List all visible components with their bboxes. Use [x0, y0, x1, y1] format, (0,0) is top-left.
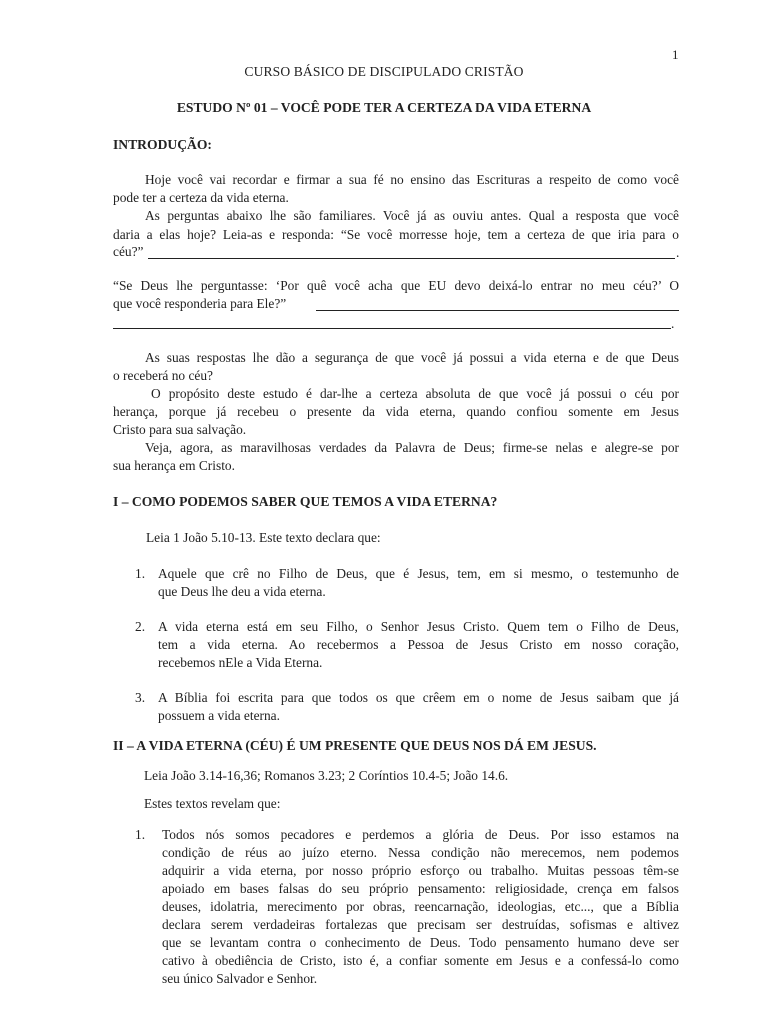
section2-item1-line2: condição de réus ao juízo eterno. Nessa condição não merecemos, nem podemos — [162, 845, 679, 860]
intro-p1-line2: pode ter a certeza da vida eterna. — [113, 190, 289, 205]
section1-item2-line2: tem a vida eterna. Ao recebermos a Pessoa de Jesus Cristo em nosso coração, — [158, 637, 679, 652]
section1-item2-line3: recebemos nEle a Vida Eterna. — [158, 655, 323, 670]
section1-heading: I – COMO PODEMOS SABER QUE TEMOS A VIDA ETERNA? — [113, 494, 498, 509]
intro-p4-line1: As suas respostas lhe dão a segurança de que você já possui a vida eterna e de que Deus — [145, 350, 679, 365]
section1-item1-line1: Aquele que crê no Filho de Deus, que é Jesus, tem, em si mesmo, o testemunho de — [158, 566, 679, 581]
intro-p5-line2: herança, porque já recebeu o presente da vida eterna, quando confiou somente em Jesus — [113, 404, 679, 419]
page-number: 1 — [672, 47, 679, 62]
intro-p4-line2: o receberá no céu? — [113, 368, 213, 383]
answer-line-2a — [316, 310, 679, 311]
section2-item1-line3: adquirir a vida eterna, por nosso próprio esforço ou trabalho. Muitas pessoas têm-se — [162, 863, 679, 878]
section2-item1-line6: declara serem verdadeiras fortalezas que precisam ser destruídas, sofismas e altivez — [162, 917, 679, 932]
intro-p6-line2: sua herança em Cristo. — [113, 458, 235, 473]
section1-item3-line1: A Bíblia foi escrita para que todos os que crêem em o nome de Jesus saibam que já — [158, 690, 679, 705]
intro-p5-line1: O propósito deste estudo é dar-lhe a certeza absoluta de que você já possui o céu por — [151, 386, 679, 401]
section1-item1-line2: que Deus lhe deu a vida eterna. — [158, 584, 326, 599]
intro-p2-line1: As perguntas abaixo lhe são familiares. Você já as ouviu antes. Qual a resposta que você — [145, 208, 679, 223]
section2-item1-line1: Todos nós somos pecadores e perdemos a glória de Deus. Por isso estamos na — [162, 827, 679, 842]
answer-line-1 — [148, 258, 675, 259]
section2-item1-line5: deuses, idolatria, merecimento por obras, reencarnação, ideologias, etc..., que a Bíblia — [162, 899, 679, 914]
section2-item1-line9: seu único Salvador e Senhor. — [162, 971, 318, 986]
section1-item3-number: 3. — [135, 690, 146, 705]
section2-heading: II – A VIDA ETERNA (CÉU) É UM PRESENTE QUE DEUS NOS DÁ EM JESUS. — [113, 738, 597, 753]
section1-lead: Leia 1 João 5.10-13. Este texto declara que: — [146, 530, 381, 545]
intro-p2-line3: céu?” — [113, 244, 144, 259]
answer-line-2b — [113, 328, 671, 329]
section2-item1-number: 1. — [135, 827, 146, 842]
intro-heading: INTRODUÇÃO: — [113, 137, 212, 152]
intro-p2-line2: daria a elas hoje? Leia-as e responda: “Se você morresse hoje, tem a certeza de que iria para o — [113, 227, 679, 242]
intro-p3-line2: que você responderia para Ele?” — [113, 296, 287, 311]
answer-line-2-period: . — [671, 316, 675, 331]
intro-p5-line3: Cristo para sua salvação. — [113, 422, 247, 437]
section1-item1-number: 1. — [135, 566, 146, 581]
course-title: CURSO BÁSICO DE DISCIPULADO CRISTÃO — [244, 64, 524, 79]
section2-lead2: Estes textos revelam que: — [144, 796, 281, 811]
section1-item3-line2: possuem a vida eterna. — [158, 708, 280, 723]
section1-item2-number: 2. — [135, 619, 146, 634]
section2-item1-line4: apoiado em bases falsas do seu próprio pensamento: religiosidade, crença em falsos — [162, 881, 679, 896]
section1-item2-line1: A vida eterna está em seu Filho, o Senhor Jesus Cristo. Quem tem o Filho de Deus, — [158, 619, 679, 634]
section2-item1-line8: cativo à obediência de Cristo, isto é, a confiar somente em Jesus e a confessá-lo como — [162, 953, 679, 968]
section2-item1-line7: que se levantam contra o conhecimento de Deus. Todo pensamento humano deve ser — [162, 935, 679, 950]
intro-p6-line1: Veja, agora, as maravilhosas verdades da Palavra de Deus; firme-se nelas e alegre-se por — [145, 440, 679, 455]
intro-p1-line1: Hoje você vai recordar e firmar a sua fé no ensino das Escrituras a respeito de como você — [145, 172, 679, 187]
answer-line-1-period: . — [676, 245, 680, 260]
study-title: ESTUDO Nº 01 – VOCÊ PODE TER A CERTEZA DA VIDA ETERNA — [176, 100, 592, 115]
section2-lead: Leia João 3.14-16,36; Romanos 3.23; 2 Coríntios 10.4-5; João 14.6. — [144, 768, 509, 783]
intro-p3-line1: “Se Deus lhe perguntasse: ‘Por quê você acha que EU devo deixá-lo entrar no meu céu?’ O — [113, 278, 679, 293]
